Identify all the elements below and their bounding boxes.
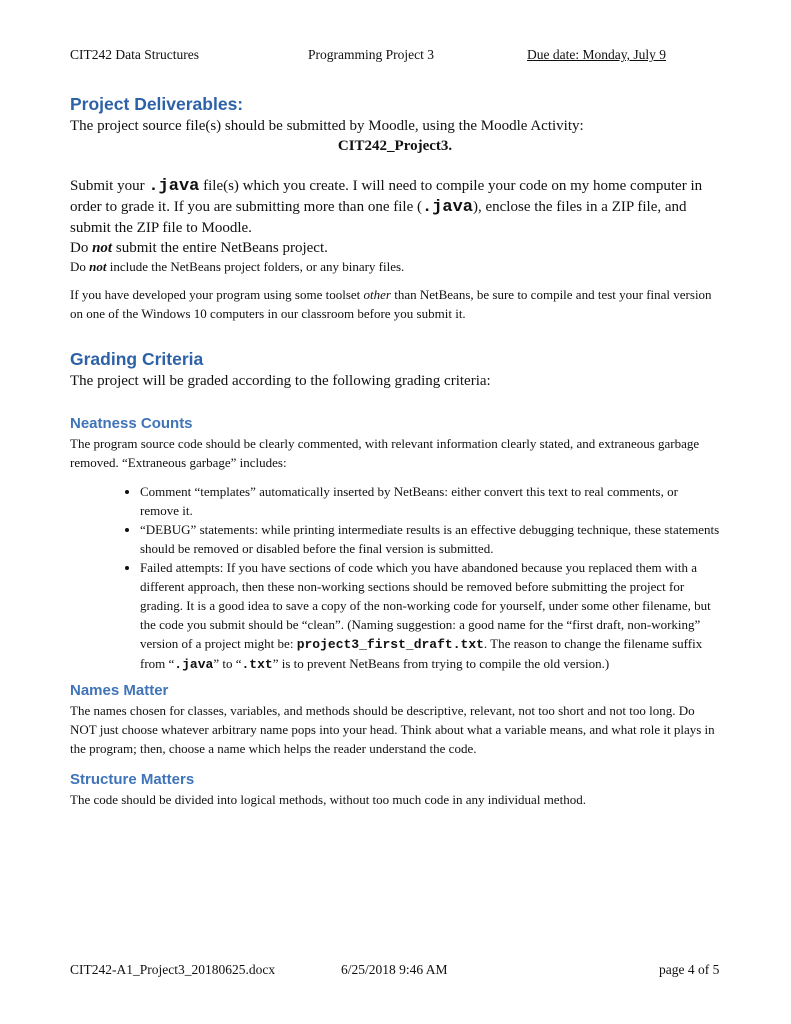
page-content bbox=[70, 92, 720, 809]
footer-date: 6/25/2018 9:46 AM bbox=[341, 962, 448, 977]
bullet3-a: Failed attempts: If you have sections of code which you have abandoned because you replaced them with a different approach, then these non-working sections should be removed before submitting the project for grading. It is a good idea to save a copy of the non-working code for yourself, under some other filename, but the code you submit should be “clean”. (Naming suggestion: a good name for the “first draft, non-working” version of a project might be: bbox=[140, 560, 711, 651]
do-text-2: Do bbox=[70, 259, 90, 274]
do-not-submit-project bbox=[70, 238, 720, 258]
footer-filename: CIT242-A1_Project3_20180625.docx bbox=[70, 962, 276, 977]
header-due-date: Due date: Monday, July 9 bbox=[527, 47, 666, 62]
do-text: Do bbox=[70, 240, 93, 256]
do-rest-2: include the NetBeans project folders, or any binary files. bbox=[106, 259, 405, 274]
not-emphasis: not bbox=[92, 240, 113, 256]
toolset-b: than NetBeans, be sure to compile and test your final version on one of the Windows 10 computers in our classroom before you submit it. bbox=[70, 287, 712, 321]
deliverables-heading: Project Deliverables: bbox=[70, 94, 244, 114]
header-course: CIT242 Data Structures bbox=[70, 47, 199, 62]
footer-page-number: page 4 of 5 bbox=[659, 962, 720, 977]
names-heading: Names Matter bbox=[70, 682, 169, 699]
bullet3-d: ” is to prevent NetBeans from trying to compile the old version.) bbox=[272, 656, 610, 671]
txt-suffix: .txt bbox=[241, 657, 273, 672]
list-item-debug: • “DEBUG” statements: while printing intermediate results is an effective debugging technique, these statements should be removed or disabled before the final version is submitted. bbox=[140, 520, 720, 558]
draft-filename: project3_first_draft.txt bbox=[296, 637, 484, 652]
java-extension-2: .java bbox=[421, 198, 473, 217]
header-project: Programming Project 3 bbox=[308, 47, 434, 62]
submit-paragraph bbox=[70, 176, 720, 238]
submit-text-a: Submit your bbox=[70, 178, 149, 194]
grading-heading: Grading Criteria bbox=[70, 349, 204, 369]
activity-period: . bbox=[448, 138, 453, 154]
neatness-paragraph: The program source code should be clearly commented, with relevant information clearly stated, and extraneous garbage removed. “Extraneous garbage” includes: bbox=[70, 436, 700, 470]
java-extension: .java bbox=[148, 177, 200, 196]
toolset-other: other bbox=[363, 287, 391, 302]
moodle-activity bbox=[70, 136, 720, 156]
not-emphasis-2: not bbox=[89, 259, 107, 274]
submit-text-b: file(s) which you create. I will need to compile your code on my home computer in order to grade it. If you are submitting more than one file ( bbox=[70, 178, 703, 215]
bullet3-c: ” to “ bbox=[213, 656, 242, 671]
java-suffix: .java bbox=[174, 657, 214, 672]
structure-paragraph: The code should be divided into logical methods, without too much code in any individual method. bbox=[70, 792, 586, 807]
deliverables-line1: The project source file(s) should be submitted by Moodle, using the Moodle Activity: bbox=[70, 118, 584, 134]
neatness-heading: Neatness Counts bbox=[70, 415, 193, 432]
do-not-include-folders bbox=[70, 258, 720, 275]
grading-intro: The project will be graded according to the following grading criteria: bbox=[70, 373, 491, 389]
names-paragraph: The names chosen for classes, variables, and methods should be descriptive, relevant, not too short and not too long. Do NOT just choose whatever arbitrary name pops into your head. Think about what a variable means, and what role it plays in the program; then, choose a name which helps the reader understand the code. bbox=[70, 703, 715, 756]
bullet3-b: . The reason to change the filename suffix from “ bbox=[140, 636, 703, 671]
do-rest: submit the entire NetBeans project. bbox=[112, 240, 328, 256]
list-item-templates: • Comment “templates” automatically inserted by NetBeans: either convert this text to real comments, or remove it. bbox=[140, 482, 720, 520]
structure-heading: Structure Matters bbox=[70, 771, 195, 788]
toolset-a: If you have developed your program using some toolset bbox=[70, 287, 364, 302]
list-item-failed-attempts bbox=[140, 558, 720, 674]
garbage-list bbox=[70, 482, 720, 674]
toolset-paragraph bbox=[70, 285, 720, 323]
submit-text-c: ), enclose the files in a ZIP file, and submit the ZIP file to Moodle. bbox=[70, 199, 687, 236]
activity-name: CIT242_Project3 bbox=[337, 138, 449, 154]
